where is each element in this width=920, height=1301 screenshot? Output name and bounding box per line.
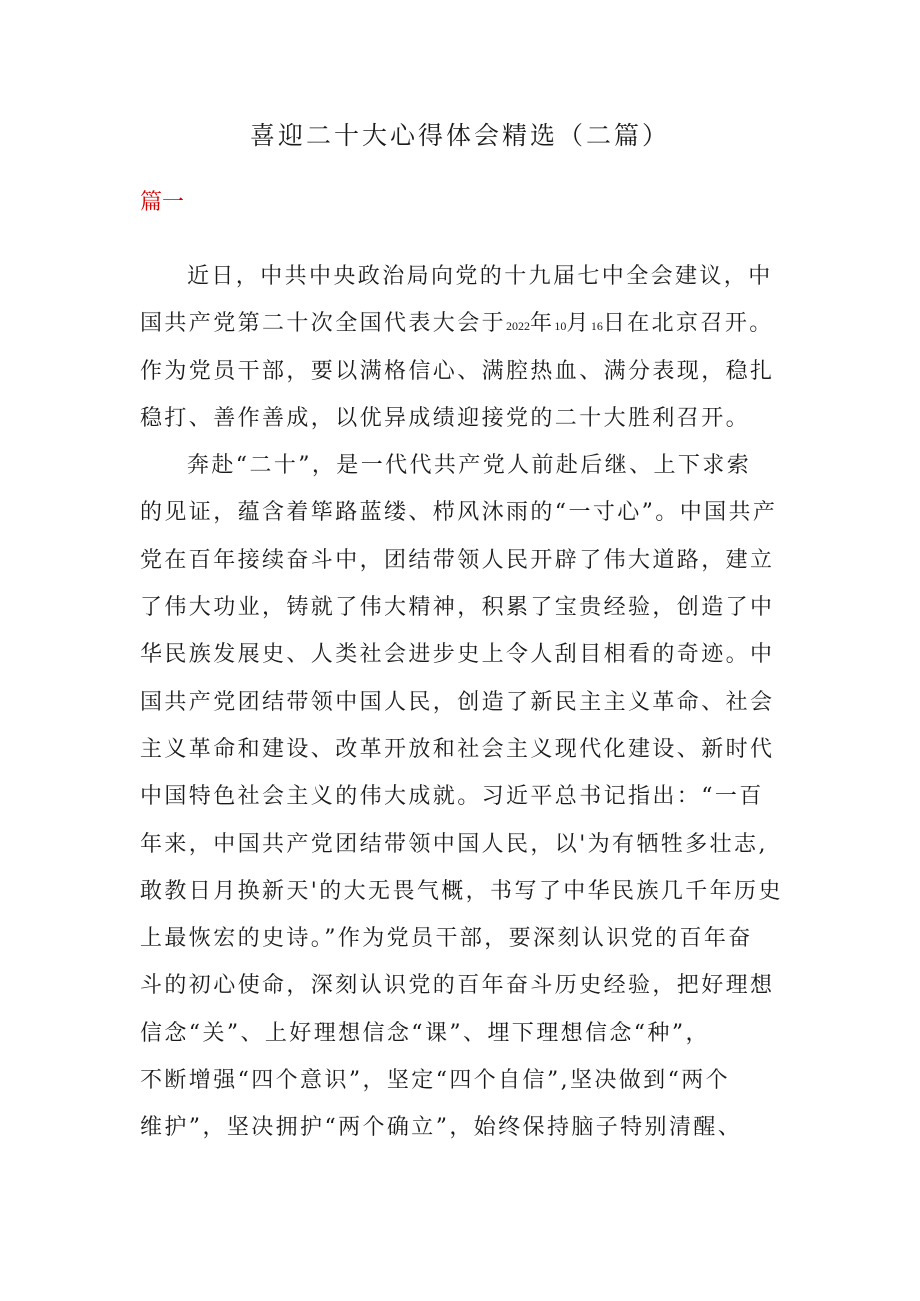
document-title: 喜迎二十大心得体会精选（二篇） xyxy=(249,121,670,150)
document-body xyxy=(140,253,795,1152)
paragraph-line: 信念“关”、上好理想信念“课”、埋下理想信念“种”， xyxy=(140,1020,710,1046)
paragraph-line: 中国特色社会主义的伟大成就。习近平总书记指出：“一百 xyxy=(140,784,764,810)
paragraph-line-text: 国共产党第二十次全国代表大会于 xyxy=(140,311,507,337)
paragraph-line-with-date xyxy=(140,300,795,347)
paragraph-line: 斗的初心使命，深刻认识党的百年奋斗历史经验，把好理想 xyxy=(140,973,775,999)
date-month-unit: 月 xyxy=(566,311,591,337)
paragraph-line: 年来，中国共产党团结带领中国人民，以'为有牺牲多壮志, xyxy=(140,831,768,857)
paragraph-line: 奔赴“二十”，是一代代共产党人前赴后继、上下求索 xyxy=(187,453,752,479)
paragraph-line: 主义革命和建设、改革开放和社会主义现代化建设、新时代 xyxy=(140,736,775,762)
paragraph-line: 维护”，坚决拥护“两个确立”，始终保持脑子特别清醒、 xyxy=(140,1115,743,1141)
paragraph-line: 的见证，蕴含着筚路蓝缕、栉风沐雨的“一寸心”。中国共产 xyxy=(140,500,778,526)
date-day: 16 xyxy=(590,319,603,334)
paragraph-line: 国共产党团结带领中国人民，创造了新民主主义革命、社会 xyxy=(140,689,775,715)
date-year: 2022 xyxy=(506,319,531,334)
paragraph-line: 华民族发展史、人类社会进步史上令人刮目相看的奇迹。中 xyxy=(140,642,775,668)
paragraph-line: 上最恢宏的史诗。”作为党员干部，要深刻认识党的百年奋 xyxy=(140,926,753,952)
date-month: 10 xyxy=(554,319,567,334)
date-year-unit: 年 xyxy=(530,311,555,337)
paragraph-line: 近日，中共中央政治局向党的十九届七中全会建议，中 xyxy=(187,264,773,289)
paragraph-line: 不断增强“四个意识”，坚定“四个自信”,坚决做到“两个 xyxy=(140,1068,731,1094)
paragraph-line: 了伟大功业，铸就了伟大精神，积累了宝贵经验，创造了中 xyxy=(140,595,775,621)
section-heading: 篇一 xyxy=(140,190,185,215)
paragraph-line: 党在百年接续奋斗中，团结带领人民开辟了伟大道路，建立 xyxy=(140,547,775,573)
paragraph-line: 稳打、善作善成，以优异成绩迎接党的二十大胜利召开。 xyxy=(140,405,751,431)
paragraph-line: 敢教日月换新天'的大无畏气概，书写了中华民族几千年历史 xyxy=(140,878,783,904)
paragraph-line: 作为党员干部，要以满格信心、满腔热血、满分表现，稳扎 xyxy=(140,358,775,384)
date-day-tail: 日在北京召开。 xyxy=(602,311,774,337)
